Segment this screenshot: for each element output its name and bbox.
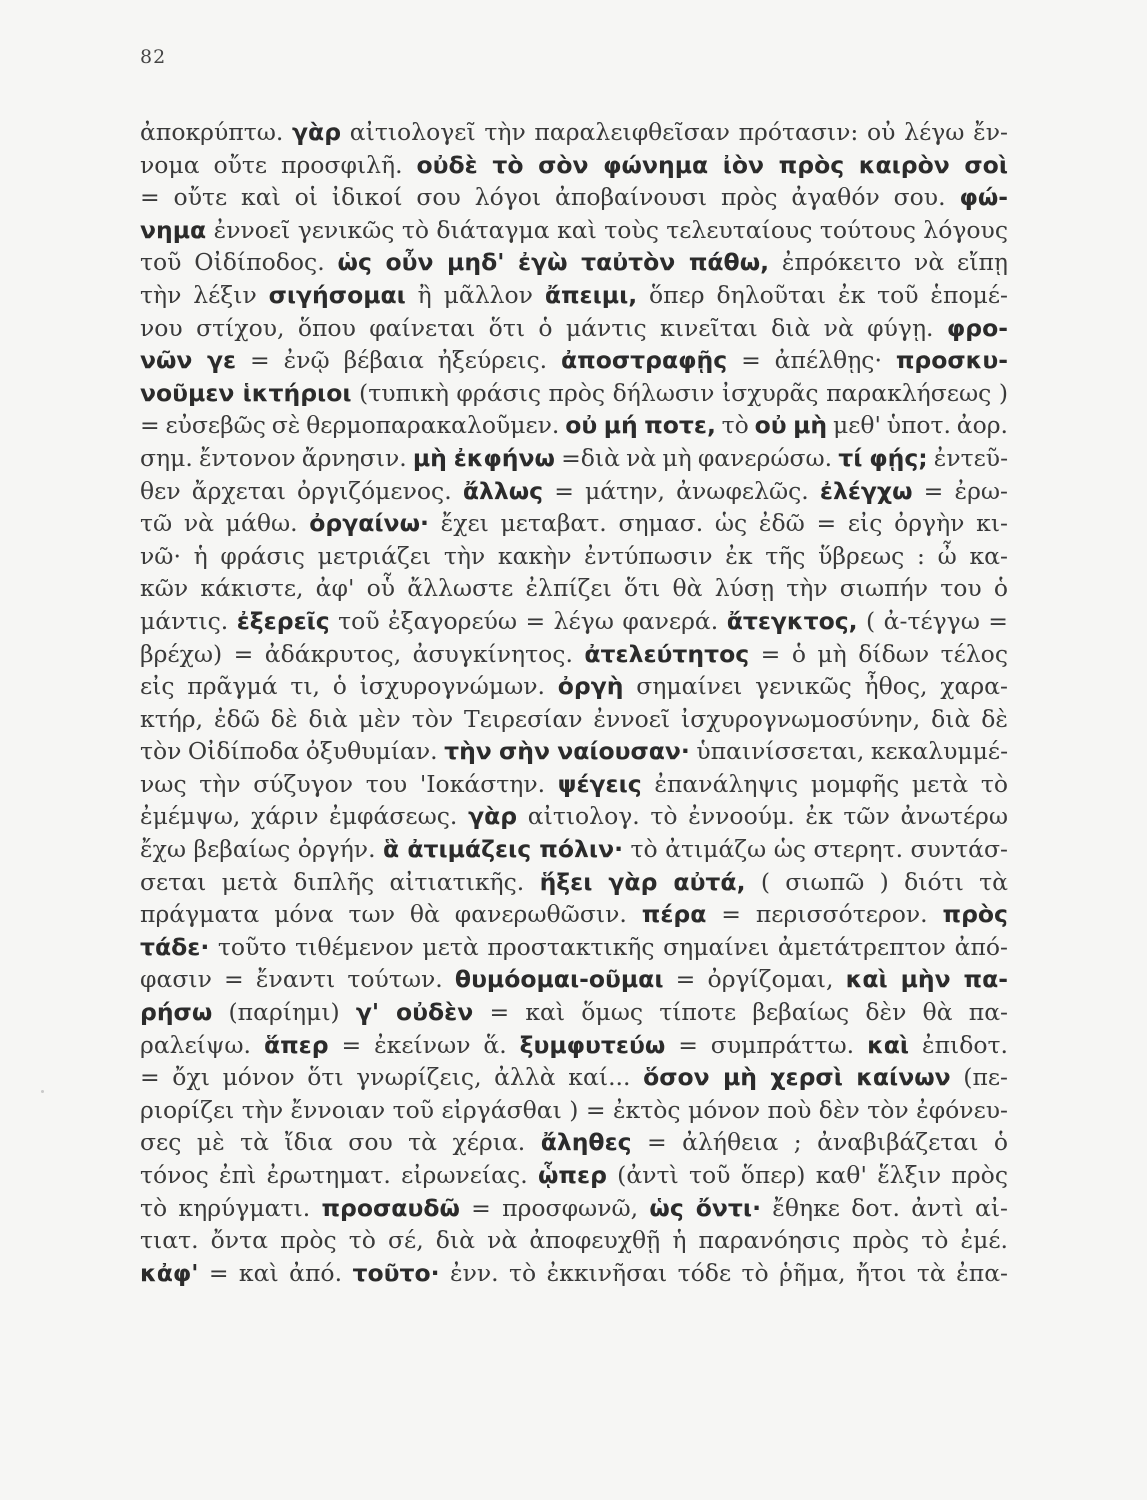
commentary-text: τὸ ἀτιμάζω ὡς στερητ. συντάσ- <box>623 835 1008 864</box>
commentary-text: = ὁ μὴ δίδων τέλος <box>749 639 1008 668</box>
text-line <box>140 409 1008 442</box>
text-line <box>140 1159 1008 1192</box>
commentary-text: τὸ κηρύγματι. <box>140 1193 322 1222</box>
commentary-text: φασιν = ἔναντι τούτων. <box>140 965 455 994</box>
commentary-text: τὸ <box>715 411 755 440</box>
lemma: ἥξει γὰρ αὐτά, <box>539 867 746 896</box>
commentary-text: ἐντεῦ- <box>927 443 1008 472</box>
lemma: καὶ μὴν πα- <box>845 965 1008 994</box>
text-line <box>140 214 1008 247</box>
commentary-text: τὴν λέξιν <box>140 280 269 309</box>
text-line <box>140 116 1008 149</box>
text-line <box>140 572 1008 605</box>
lemma: ἄληθες <box>540 1128 632 1157</box>
lemma: γὰρ <box>292 118 342 146</box>
commentary-text: σημ. ἔντονον ἄρνησιν. <box>140 443 413 472</box>
lemma: μὴ ἐκφήνω <box>412 443 555 472</box>
commentary-text: τοῦ Οἰδίποδος. <box>140 248 338 277</box>
text-line <box>140 931 1008 964</box>
lemma: ὡς οὖν μηδ' ἐγὼ ταὐτὸν πάθω, <box>337 248 770 277</box>
lemma: φρο- <box>946 313 1008 342</box>
commentary-text: μεθ' ὑποτ. ἀορ. <box>827 411 1008 440</box>
text-line <box>140 1257 1008 1290</box>
commentary-text: =διὰ νὰ μὴ φανερώσω. <box>554 443 839 472</box>
body-text <box>140 116 1008 1289</box>
commentary-text: αἰτιολογ. τὸ ἐννοούμ. ἐκ τῶν ἀνωτέρω <box>517 802 1008 831</box>
text-line <box>140 1224 1008 1257</box>
commentary-text: (τυπικὴ φράσις πρὸς δήλωσιν ἰσχυρᾶς παρακλήσεως ) <box>351 378 1008 407</box>
commentary-text: (παρίημι) <box>212 998 356 1027</box>
commentary-text: ἐπανάληψις μομφῆς μετὰ τὸ <box>641 769 1008 798</box>
lemma: καὶ <box>867 1030 910 1059</box>
lemma: ἐξερεῖς <box>236 606 330 635</box>
commentary-text: = συμπράττω. <box>665 1030 868 1059</box>
lemma: πρὸς <box>942 900 1008 929</box>
lemma: ἄτεγκτος, <box>726 606 858 635</box>
lemma: προσκυ- <box>895 346 1008 375</box>
commentary-text: θεν ἄρχεται ὀργιζόμενος. <box>140 476 463 505</box>
lemma: ἅπερ <box>263 1030 329 1059</box>
commentary-text: πράγματα μόνα των θὰ φανερωθῶσιν. <box>140 900 642 929</box>
lemma: οὐ μή ποτε, <box>565 411 716 440</box>
commentary-text: νως τὴν σύζυγον του 'Ιοκάστην. <box>140 769 558 798</box>
commentary-text: βρέχω) = ἀδάκρυτος, ἀσυγκίνητος. <box>140 639 585 668</box>
lemma: φώ- <box>959 183 1008 212</box>
commentary-text: ἐννοεῖ γενικῶς τὸ διάταγμα καὶ τοὺς τελευταίους τούτους λόγους <box>206 215 1008 244</box>
commentary-text: ( σιωπῶ ) διότι τὰ <box>745 867 1008 896</box>
text-line <box>140 833 1008 866</box>
commentary-text: = ἐρω- <box>912 476 1008 505</box>
commentary-text: ἐπιδοτ. <box>909 1030 1008 1059</box>
commentary-text: = ὄχι μόνον ὅτι γνωρίζεις, ἀλλὰ καί... <box>140 1063 644 1092</box>
text-line <box>140 898 1008 931</box>
commentary-text: (πε- <box>950 1063 1008 1092</box>
commentary-text: = ἀπέλθῃς· <box>727 346 896 375</box>
commentary-text: κῶν κάκιστε, ἀφ' οὗ ἄλλωστε ἐλπίζει ὅτι θὰ λύσῃ τὴν σιωπήν του ὁ <box>140 574 1008 603</box>
lemma: θυμόομαι-οῦμαι <box>454 965 664 994</box>
commentary-text: = ὀργίζομαι, <box>663 965 846 994</box>
lemma: ἄπειμι, <box>544 280 638 309</box>
text-line <box>140 1094 1008 1127</box>
commentary-text: ἔχει μεταβατ. σημασ. ὡς ἐδῶ = εἰς ὀργὴν κι- <box>428 509 1008 538</box>
commentary-text: (ἀντὶ τοῦ ὅπερ) καθ' ἕλξιν πρὸς <box>606 1161 1008 1189</box>
commentary-text: = καὶ ἀπό. <box>198 1258 353 1287</box>
lemma: οὐ μὴ <box>754 411 828 440</box>
commentary-text: ἢ μᾶλλον <box>405 280 545 309</box>
lemma: ρήσω <box>140 998 213 1027</box>
commentary-text: = ἐκείνων ἅ. <box>328 1030 520 1059</box>
lemma: ἀτελεύτητος <box>584 639 750 668</box>
commentary-text: = οὔτε καὶ οἱ ἰδικοί σου λόγοι ἀποβαίνουσι πρὸς ἀγαθόν σου. <box>140 183 960 212</box>
commentary-text: σημαίνει γενικῶς ἦθος, χαρα- <box>623 672 1008 701</box>
commentary-text: σες μὲ τὰ ἴδια σου τὰ χέρια. <box>140 1128 541 1157</box>
lemma: ὀργὴ <box>557 672 624 701</box>
commentary-text: τὸν Οἰδίποδα ὀξυθυμίαν. <box>140 737 445 766</box>
commentary-text: τοῦτο τιθέμενον μετὰ προστακτικῆς σημαίνει ἀμετάτρεπτον ἀπό- <box>209 932 1008 961</box>
text-line <box>140 507 1008 540</box>
text-line <box>140 344 1008 377</box>
lemma: ὅσον μὴ χερσὶ καίνων <box>643 1063 951 1092</box>
commentary-text: ( ἀ-τέγγω = <box>857 606 1008 635</box>
lemma: τί φῄς; <box>838 443 928 472</box>
commentary-text: = ἀλήθεια ; ἀναβιβάζεται ὁ <box>631 1128 1008 1157</box>
text-line <box>140 703 1008 736</box>
text-line <box>140 670 1008 703</box>
commentary-text: = καὶ ὅμως τίποτε βεβαίως δὲν θὰ πα- <box>473 998 1008 1027</box>
commentary-text: = περισσότερον. <box>706 900 943 929</box>
commentary-text: = ἐνῷ βέβαια ἠξεύρεις. <box>236 346 561 375</box>
lemma: νῶν γε <box>140 346 237 375</box>
page-number: 82 <box>140 46 167 68</box>
text-line <box>140 1029 1008 1062</box>
commentary-text: = εὐσεβῶς σὲ θερμοπαρακαλοῦμεν. <box>140 411 566 440</box>
commentary-text: ὑπαινίσσεται, κεκαλυμμέ- <box>689 737 1008 766</box>
commentary-text: = μάτην, ἀνωφελῶς. <box>543 476 820 505</box>
commentary-text: ἔχω βεβαίως ὀργήν. <box>140 835 384 864</box>
lemma: τοῦτο· <box>352 1258 440 1287</box>
commentary-text: νομα οὔτε προσφιλῆ. <box>140 150 417 179</box>
lemma: ψέγεις <box>557 769 642 798</box>
commentary-text: τόνος ἐπὶ ἐρωτηματ. εἰρωνείας. <box>140 1161 538 1189</box>
text-line <box>140 377 1008 410</box>
commentary-text: νῶ· ἡ φράσις μετριάζει τὴν κακὴν ἐντύπωσιν ἐκ τῆς ὕβρεως : ὦ κα- <box>140 541 1008 570</box>
text-line <box>140 246 1008 279</box>
text-line <box>140 442 1008 475</box>
lemma: κἀφ' <box>140 1258 199 1287</box>
lemma: ὡς ὄντι· <box>649 1193 761 1222</box>
text-line <box>140 768 1008 801</box>
text-line <box>140 1126 1008 1159</box>
commentary-text: αἰτιολογεῖ τὴν παραλειφθεῖσαν πρότασιν: οὐ λέγω ἔν- <box>341 118 1008 146</box>
lemma: ἀποστραφῇς <box>561 346 728 375</box>
lemma: σιγήσομαι <box>268 280 406 309</box>
lemma: γὰρ <box>468 802 518 831</box>
commentary-text: ἀποκρύπτω. <box>140 118 293 146</box>
commentary-text: ἐπρόκειτο νὰ εἴπῃ <box>769 248 1008 277</box>
lemma: οὐδὲ τὸ σὸν φώνημα ἰὸν πρὸς καιρὸν σοὶ <box>416 150 1008 179</box>
lemma: ξυμφυτεύω <box>519 1030 666 1059</box>
text-line <box>140 181 1008 214</box>
text-line <box>140 475 1008 508</box>
commentary-text: κτήρ, ἐδῶ δὲ διὰ μὲν τὸν Τειρεσίαν ἐννοεῖ ἰσχυρογνωμοσύνην, διὰ δὲ <box>140 704 1008 733</box>
commentary-text: σεται μετὰ διπλῆς αἰτιατικῆς. <box>140 867 540 896</box>
text-line <box>140 605 1008 638</box>
commentary-text: ὅπερ δηλοῦται ἐκ τοῦ ἑπομέ- <box>637 280 1008 309</box>
text-line <box>140 312 1008 345</box>
text-line <box>140 540 1008 573</box>
commentary-text: ἐμέμψω, χάριν ἐμφάσεως. <box>140 802 469 831</box>
commentary-text: μάντις. <box>140 606 237 635</box>
scan-mark <box>41 1090 44 1093</box>
lemma: ἄλλως <box>462 476 544 505</box>
commentary-text: = προσφωνῶ, <box>459 1193 650 1222</box>
text-line <box>140 963 1008 996</box>
commentary-text: τῶ νὰ μάθω. <box>140 509 310 538</box>
lemma: ἃ ἀτιμάζεις πόλιν· <box>383 835 624 864</box>
text-line <box>140 735 1008 768</box>
commentary-text: ριορίζει τὴν ἔννοιαν τοῦ εἰργάσθαι ) = ἐκτὸς μόνον ποὺ δὲν τὸν ἐφόνευ- <box>140 1095 1008 1124</box>
lemma: πέρα <box>641 900 707 929</box>
commentary-text: ἐνν. τὸ ἐκκινῆσαι τόδε τὸ ῥῆμα, ἤτοι τὰ ἐπα- <box>439 1258 1008 1287</box>
lemma: τὴν σὴν ναίουσαν· <box>444 737 690 766</box>
lemma: νοῦμεν ἱκτήριοι <box>140 378 352 407</box>
commentary-text: ἔθηκε δοτ. ἀντὶ αἰ- <box>761 1193 1008 1222</box>
lemma: νημα <box>140 215 207 244</box>
commentary-text: ραλείψω. <box>140 1030 264 1059</box>
commentary-text: νου στίχου, ὅπου φαίνεται ὅτι ὁ μάντις κινεῖται διὰ νὰ φύγῃ. <box>140 313 947 342</box>
text-line <box>140 1192 1008 1225</box>
commentary-text: εἰς πρᾶγμά τι, ὁ ἰσχυρογνώμων. <box>140 672 558 701</box>
text-line <box>140 996 1008 1029</box>
commentary-text: τιατ. ὄντα πρὸς τὸ σέ, διὰ νὰ ἀποφευχθῇ ἡ παρανόησις πρὸς τὸ ἐμέ. <box>140 1226 1008 1255</box>
lemma: ἐλέγχω <box>819 476 913 505</box>
text-line <box>140 1061 1008 1094</box>
lemma: προσαυδῶ <box>321 1193 460 1222</box>
text-line <box>140 866 1008 899</box>
text-line <box>140 149 1008 182</box>
commentary-text: τοῦ ἐξαγορεύω = λέγω φανερά. <box>329 606 727 635</box>
lemma: τάδε· <box>140 932 210 961</box>
text-line <box>140 638 1008 671</box>
text-line <box>140 800 1008 833</box>
lemma: ὀργαίνω· <box>309 509 429 538</box>
text-line <box>140 279 1008 312</box>
lemma: ᾧπερ <box>537 1161 607 1189</box>
lemma: γ' οὐδὲν <box>355 998 474 1027</box>
